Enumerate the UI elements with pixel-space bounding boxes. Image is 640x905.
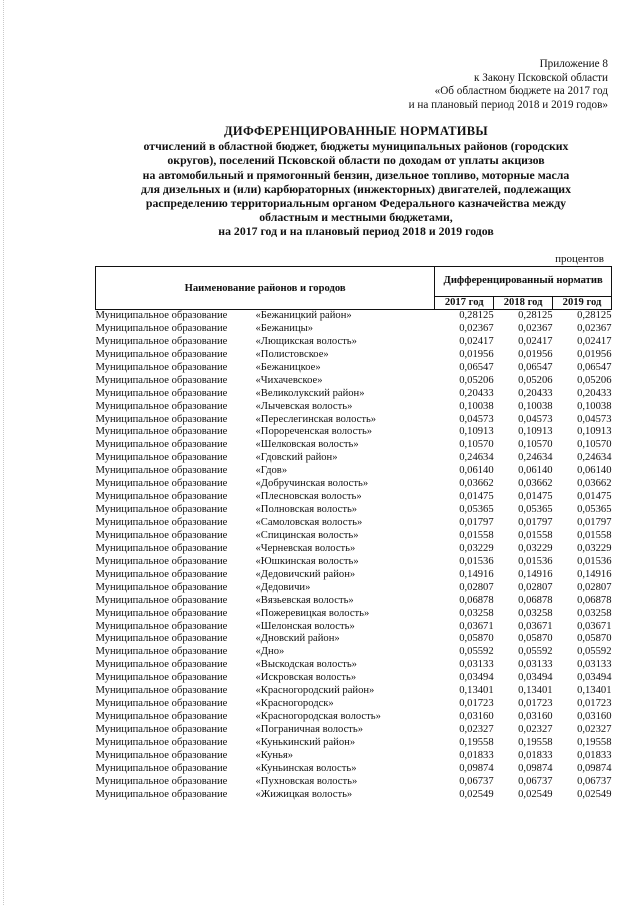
table-row [96, 789, 612, 802]
row-municipality: «Добручинская волость» [255, 478, 369, 490]
row-value-2019: 0,04573 [577, 413, 612, 425]
row-municipality: «Пухновская волость» [255, 775, 358, 787]
row-value-2019: 0,01558 [577, 529, 612, 541]
table-row [96, 349, 612, 362]
row-value-2019: 0,02417 [577, 335, 612, 347]
row-municipality: «Полновская волость» [255, 504, 358, 516]
row-name-cell [96, 465, 435, 478]
row-type: Муниципальное образование [95, 659, 228, 671]
table-body [96, 310, 612, 802]
table-row [96, 530, 612, 543]
row-name-cell [96, 569, 435, 582]
row-value-2017: 0,01833 [459, 749, 494, 761]
row-name-cell [96, 388, 435, 401]
table-row [96, 375, 612, 388]
table-row [96, 491, 612, 504]
row-value-2019: 0,19558 [577, 736, 612, 748]
title-line: областным и местными бюджетами, [259, 210, 453, 225]
table-row [96, 478, 612, 491]
row-value-2019: 0,01723 [577, 698, 612, 710]
row-name-cell [96, 362, 435, 375]
row-municipality: «Лющикская волость» [255, 335, 357, 347]
row-value-2019: 0,13401 [577, 685, 612, 697]
row-municipality: «Плесновская волость» [255, 491, 362, 503]
table-row [96, 621, 612, 634]
row-value-2017: 0,19558 [459, 736, 494, 748]
table-row [96, 672, 612, 685]
row-type: Муниципальное образование [95, 400, 228, 412]
row-value-2017: 0,06737 [459, 775, 494, 787]
row-type: Муниципальное образование [95, 736, 228, 748]
row-value-2019: 0,01956 [577, 348, 612, 360]
row-name-cell [96, 621, 435, 634]
row-type: Муниципальное образование [95, 620, 228, 632]
row-value-2019: 0,03258 [577, 607, 612, 619]
appendix-line: и на плановый период 2018 и 2019 годов» [408, 98, 608, 111]
row-value-2018: 0,03494 [518, 672, 553, 684]
table-row [96, 556, 612, 569]
row-name-cell [96, 310, 435, 323]
row-name-cell [96, 659, 435, 672]
table-row [96, 414, 612, 427]
row-value-2019: 0,02327 [577, 724, 612, 735]
row-name-cell [96, 698, 435, 711]
row-value-2017: 0,03160 [459, 711, 494, 723]
table-row [96, 582, 612, 595]
row-value-2019: 0,05870 [577, 633, 612, 645]
row-value-2018: 0,06547 [518, 361, 553, 373]
row-value-2017: 0,03671 [459, 620, 494, 632]
row-value-2018: 0,05365 [518, 504, 553, 516]
row-municipality: «Красногородский район» [255, 685, 375, 697]
row-type: Муниципальное образование [95, 711, 228, 723]
table-row [96, 504, 612, 517]
row-value-2019: 0,03662 [577, 478, 612, 490]
row-value-2018: 0,02807 [518, 581, 553, 593]
row-name-cell [96, 763, 435, 776]
row-type: Муниципальное образование [95, 335, 228, 347]
table-row [96, 763, 612, 776]
row-value-2018: 0,09874 [518, 762, 553, 774]
row-municipality: «Красногородская волость» [255, 711, 381, 723]
row-value-2018: 0,10570 [518, 439, 553, 451]
row-value-2017: 0,04573 [459, 413, 494, 425]
row-type: Муниципальное образование [95, 594, 228, 606]
row-value-2019: 0,01536 [577, 555, 612, 567]
row-value-2018: 0,05592 [518, 646, 553, 658]
row-value-2018: 0,05870 [518, 633, 553, 645]
row-type: Муниципальное образование [95, 749, 228, 761]
row-value-2018: 0,06140 [518, 465, 553, 477]
row-municipality: «Лычевская волость» [255, 400, 353, 412]
row-municipality: «Чихачевское» [255, 374, 323, 386]
row-value-2017: 0,03258 [459, 607, 494, 619]
row-value-2017: 0,02367 [459, 322, 494, 334]
row-type: Муниципальное образование [95, 788, 228, 800]
row-value-2018: 0,20433 [518, 387, 553, 399]
row-value-2018: 0,01723 [518, 698, 553, 710]
row-value-2019: 0,05206 [577, 374, 612, 386]
row-value-2018: 0,04573 [518, 413, 553, 425]
row-value-2017: 0,03494 [459, 672, 494, 684]
title-line: на 2017 год и на плановый период 2018 и 2019 годов [218, 224, 494, 239]
row-municipality: «Жижицкая волость» [255, 788, 353, 800]
row-type: Муниципальное образование [95, 504, 228, 516]
title-line: распределению территориальным органом Федерального казначейства между [145, 196, 567, 211]
row-value-2018: 0,02549 [518, 788, 553, 800]
row-value-2017: 0,01797 [459, 517, 494, 528]
table-row [96, 595, 612, 608]
row-value-2018: 0,01475 [518, 491, 553, 503]
header-year-2017: 2017 год [435, 296, 494, 309]
row-municipality: «Переслегинская волость» [255, 413, 377, 425]
row-value-2019: 0,03494 [577, 672, 612, 684]
row-value-2018: 0,10913 [518, 426, 553, 438]
row-value-2017: 0,03229 [459, 542, 494, 554]
row-value-2019: 0,20433 [577, 387, 612, 399]
row-value-2019: 0,10913 [577, 426, 612, 438]
table-row [96, 685, 612, 698]
row-value-2018: 0,06737 [518, 775, 553, 787]
row-type: Муниципальное образование [95, 633, 228, 645]
row-type: Муниципальное образование [95, 762, 228, 774]
row-value-2019: 0,03229 [577, 542, 612, 554]
row-value-2017: 0,02417 [459, 335, 494, 347]
title-line: отчислений в областной бюджет, бюджеты муниципальных районов (городских [143, 139, 569, 154]
row-value-2019: 0,06878 [577, 594, 612, 606]
table-row [96, 310, 612, 323]
row-name-cell [96, 724, 435, 737]
row-municipality: «Дедовичи» [255, 581, 311, 593]
table-row [96, 776, 612, 789]
row-value-2019: 0,03133 [577, 659, 612, 671]
row-name-cell [96, 789, 435, 802]
row-value-2019: 0,14916 [577, 568, 612, 580]
row-name-cell [96, 543, 435, 556]
row-municipality: «Выскодская волость» [255, 659, 357, 671]
row-type: Муниципальное образование [95, 413, 228, 425]
row-type: Муниципальное образование [95, 529, 228, 541]
row-name-cell [96, 426, 435, 439]
row-value-2019: 0,01833 [577, 749, 612, 761]
row-value-2017: 0,02807 [459, 581, 494, 593]
row-value-2019: 0,10038 [577, 400, 612, 412]
row-value-2018: 0,06878 [518, 594, 553, 606]
row-value-2017: 0,05592 [459, 646, 494, 658]
unit-label: процентов [555, 253, 604, 265]
row-value-2019: 0,10570 [577, 439, 612, 451]
document-title [96, 124, 616, 239]
row-municipality: «Шелонская волость» [255, 620, 355, 632]
table-row [96, 388, 612, 401]
row-value-2018: 0,03258 [518, 607, 553, 619]
row-value-2018: 0,03133 [518, 659, 553, 671]
table-row [96, 336, 612, 349]
row-name-cell [96, 491, 435, 504]
table-row [96, 698, 612, 711]
row-value-2018: 0,01956 [518, 348, 553, 360]
row-value-2018: 0,03160 [518, 711, 553, 723]
row-value-2019: 0,06737 [577, 775, 612, 787]
row-value-2018: 0,10038 [518, 400, 553, 412]
table-row [96, 659, 612, 672]
row-municipality: «Порореченская волость» [255, 426, 373, 438]
row-value-2018: 0,01536 [518, 555, 553, 567]
row-type: Муниципальное образование [95, 374, 228, 386]
header-name: Наименование районов и городов [96, 267, 435, 310]
row-name-cell [96, 776, 435, 789]
table-row [96, 362, 612, 375]
row-name-cell [96, 646, 435, 659]
row-value-2018: 0,03229 [518, 542, 553, 554]
row-value-2019: 0,01475 [577, 491, 612, 503]
row-municipality: «Кунькинский район» [255, 736, 356, 748]
table-row [96, 323, 612, 336]
table-row [96, 737, 612, 750]
table-row [96, 724, 612, 737]
row-type: Муниципальное образование [95, 387, 228, 399]
row-type: Муниципальное образование [95, 775, 228, 787]
row-value-2017: 0,01475 [459, 491, 494, 503]
row-value-2018: 0,28125 [518, 310, 553, 321]
row-municipality: «Куньинская волость» [255, 762, 357, 774]
row-value-2017: 0,24634 [459, 452, 494, 464]
row-municipality: «Гдовский район» [255, 452, 338, 464]
row-value-2017: 0,06140 [459, 465, 494, 477]
row-type: Муниципальное образование [95, 698, 228, 710]
row-type: Муниципальное образование [95, 465, 228, 477]
row-value-2018: 0,19558 [518, 736, 553, 748]
row-type: Муниципальное образование [95, 724, 228, 735]
row-municipality: «Дедовичский район» [255, 568, 356, 580]
row-value-2018: 0,01558 [518, 529, 553, 541]
row-type: Муниципальное образование [95, 542, 228, 554]
row-value-2018: 0,03662 [518, 478, 553, 490]
row-name-cell [96, 323, 435, 336]
title-main: ДИФФЕРЕНЦИРОВАННЫЕ НОРМАТИВЫ [224, 124, 488, 138]
row-value-2019: 0,05365 [577, 504, 612, 516]
row-name-cell [96, 750, 435, 763]
row-value-2017: 0,10038 [459, 400, 494, 412]
row-value-2017: 0,02549 [459, 788, 494, 800]
row-value-2017: 0,02327 [459, 724, 494, 735]
header-year-2019: 2019 год [553, 296, 612, 309]
row-value-2019: 0,06140 [577, 465, 612, 477]
row-value-2017: 0,05206 [459, 374, 494, 386]
row-type: Муниципальное образование [95, 361, 228, 373]
row-value-2018: 0,01833 [518, 749, 553, 761]
row-value-2017: 0,03133 [459, 659, 494, 671]
row-value-2017: 0,05365 [459, 504, 494, 516]
row-name-cell [96, 737, 435, 750]
row-value-2018: 0,02327 [518, 724, 553, 735]
row-value-2017: 0,06547 [459, 361, 494, 373]
scan-margin-line [3, 0, 5, 905]
row-name-cell [96, 478, 435, 491]
row-name-cell [96, 530, 435, 543]
row-municipality: «Черневская волость» [255, 542, 356, 554]
table-row [96, 711, 612, 724]
row-value-2017: 0,05870 [459, 633, 494, 645]
row-name-cell [96, 595, 435, 608]
row-municipality: «Полистовское» [255, 348, 329, 360]
row-value-2019: 0,01797 [577, 517, 612, 528]
row-value-2017: 0,01536 [459, 555, 494, 567]
row-value-2019: 0,28125 [577, 310, 612, 321]
row-name-cell [96, 349, 435, 362]
header-year-2018: 2018 год [494, 296, 553, 309]
row-municipality: «Дно» [255, 646, 285, 658]
row-value-2018: 0,01797 [518, 517, 553, 528]
row-name-cell [96, 504, 435, 517]
appendix-note [409, 58, 608, 112]
row-municipality: «Самоловская волость» [255, 517, 363, 528]
table-row [96, 517, 612, 530]
row-name-cell [96, 517, 435, 530]
row-name-cell [96, 439, 435, 452]
row-type: Муниципальное образование [95, 478, 228, 490]
row-name-cell [96, 336, 435, 349]
row-type: Муниципальное образование [95, 568, 228, 580]
row-value-2019: 0,09874 [577, 762, 612, 774]
appendix-line: «Об областном бюджете на 2017 год [434, 85, 608, 98]
row-type: Муниципальное образование [95, 491, 228, 503]
row-municipality: «Красногородск» [255, 698, 334, 710]
title-line: округов), поселений Псковской области по доходам от уплаты акцизов [167, 153, 545, 168]
row-value-2019: 0,02367 [577, 322, 612, 334]
row-name-cell [96, 582, 435, 595]
row-value-2017: 0,01723 [459, 698, 494, 710]
row-type: Муниципальное образование [95, 555, 228, 567]
row-municipality: «Гдов» [255, 465, 288, 477]
row-value-2019: 0,03671 [577, 620, 612, 632]
row-type: Муниципальное образование [95, 310, 228, 321]
table-row [96, 401, 612, 414]
header-group: Дифференцированный норматив [435, 267, 612, 297]
row-value-2017: 0,06878 [459, 594, 494, 606]
row-type: Муниципальное образование [95, 452, 228, 464]
row-value-2019: 0,24634 [577, 452, 612, 464]
row-type: Муниципальное образование [95, 581, 228, 593]
row-value-2018: 0,05206 [518, 374, 553, 386]
row-municipality: «Бежаницы» [255, 322, 314, 334]
row-municipality: «Великолукский район» [255, 387, 365, 399]
row-name-cell [96, 414, 435, 427]
row-municipality: «Пограничная волость» [255, 724, 364, 735]
table-row [96, 569, 612, 582]
row-name-cell [96, 608, 435, 621]
row-municipality: «Юшкинская волость» [255, 555, 359, 567]
row-municipality: «Шелковская волость» [255, 439, 359, 451]
title-line: для дизельных и (или) карбюраторных (инжекторных) двигателей, подлежащих [140, 181, 572, 196]
row-value-2017: 0,20433 [459, 387, 494, 399]
title-line: на автомобильный и прямогонный бензин, дизельное топливо, моторные масла [142, 167, 570, 182]
row-municipality: «Кунья» [255, 749, 294, 761]
row-value-2019: 0,02549 [577, 788, 612, 800]
row-type: Муниципальное образование [95, 322, 228, 334]
row-municipality: «Вязьевская волость» [255, 594, 354, 606]
row-value-2018: 0,14916 [518, 568, 553, 580]
row-type: Муниципальное образование [95, 646, 228, 658]
table-row [96, 633, 612, 646]
row-value-2017: 0,10913 [459, 426, 494, 438]
row-municipality: «Бежаницкое» [255, 361, 321, 373]
row-municipality: «Дновский район» [255, 633, 340, 645]
row-name-cell [96, 401, 435, 414]
table-row [96, 646, 612, 659]
row-type: Муниципальное образование [95, 439, 228, 451]
row-value-2017: 0,14916 [459, 568, 494, 580]
row-value-2017: 0,10570 [459, 439, 494, 451]
row-type: Муниципальное образование [95, 517, 228, 528]
row-value-2018: 0,02417 [518, 335, 553, 347]
table-row [96, 543, 612, 556]
row-value-2018: 0,24634 [518, 452, 553, 464]
row-name-cell [96, 452, 435, 465]
row-type: Муниципальное образование [95, 672, 228, 684]
appendix-line: Приложение 8 [539, 58, 608, 70]
table-row [96, 608, 612, 621]
table-row [96, 439, 612, 452]
row-value-2019: 0,03160 [577, 711, 612, 723]
row-value-2017: 0,01558 [459, 529, 494, 541]
row-name-cell [96, 556, 435, 569]
row-municipality: «Пожеревицкая волость» [255, 607, 370, 619]
row-value-2017: 0,09874 [459, 762, 494, 774]
row-name-cell [96, 633, 435, 646]
row-type: Муниципальное образование [95, 348, 228, 360]
row-municipality: «Спицинская волость» [255, 529, 359, 541]
row-value-2019: 0,06547 [577, 361, 612, 373]
row-name-cell [96, 685, 435, 698]
table-row [96, 465, 612, 478]
table-row [96, 426, 612, 439]
row-municipality: «Бежаницкий район» [255, 310, 352, 321]
appendix-line: к Закону Псковской области [474, 71, 608, 84]
table-row [96, 452, 612, 465]
row-value-2017: 0,03662 [459, 478, 494, 490]
row-value-2017: 0,28125 [459, 310, 494, 321]
row-type: Муниципальное образование [95, 685, 228, 697]
row-value-2019: 0,05592 [577, 646, 612, 658]
row-value-2018: 0,02367 [518, 322, 553, 334]
row-municipality: «Искровская волость» [255, 672, 357, 684]
row-value-2018: 0,13401 [518, 685, 553, 697]
row-value-2017: 0,13401 [459, 685, 494, 697]
row-name-cell [96, 711, 435, 724]
row-name-cell [96, 375, 435, 388]
row-value-2019: 0,02807 [577, 581, 612, 593]
row-type: Муниципальное образование [95, 426, 228, 438]
normatives-table [95, 266, 612, 802]
row-type: Муниципальное образование [95, 607, 228, 619]
row-value-2017: 0,01956 [459, 348, 494, 360]
row-value-2018: 0,03671 [518, 620, 553, 632]
row-name-cell [96, 672, 435, 685]
table-row [96, 750, 612, 763]
